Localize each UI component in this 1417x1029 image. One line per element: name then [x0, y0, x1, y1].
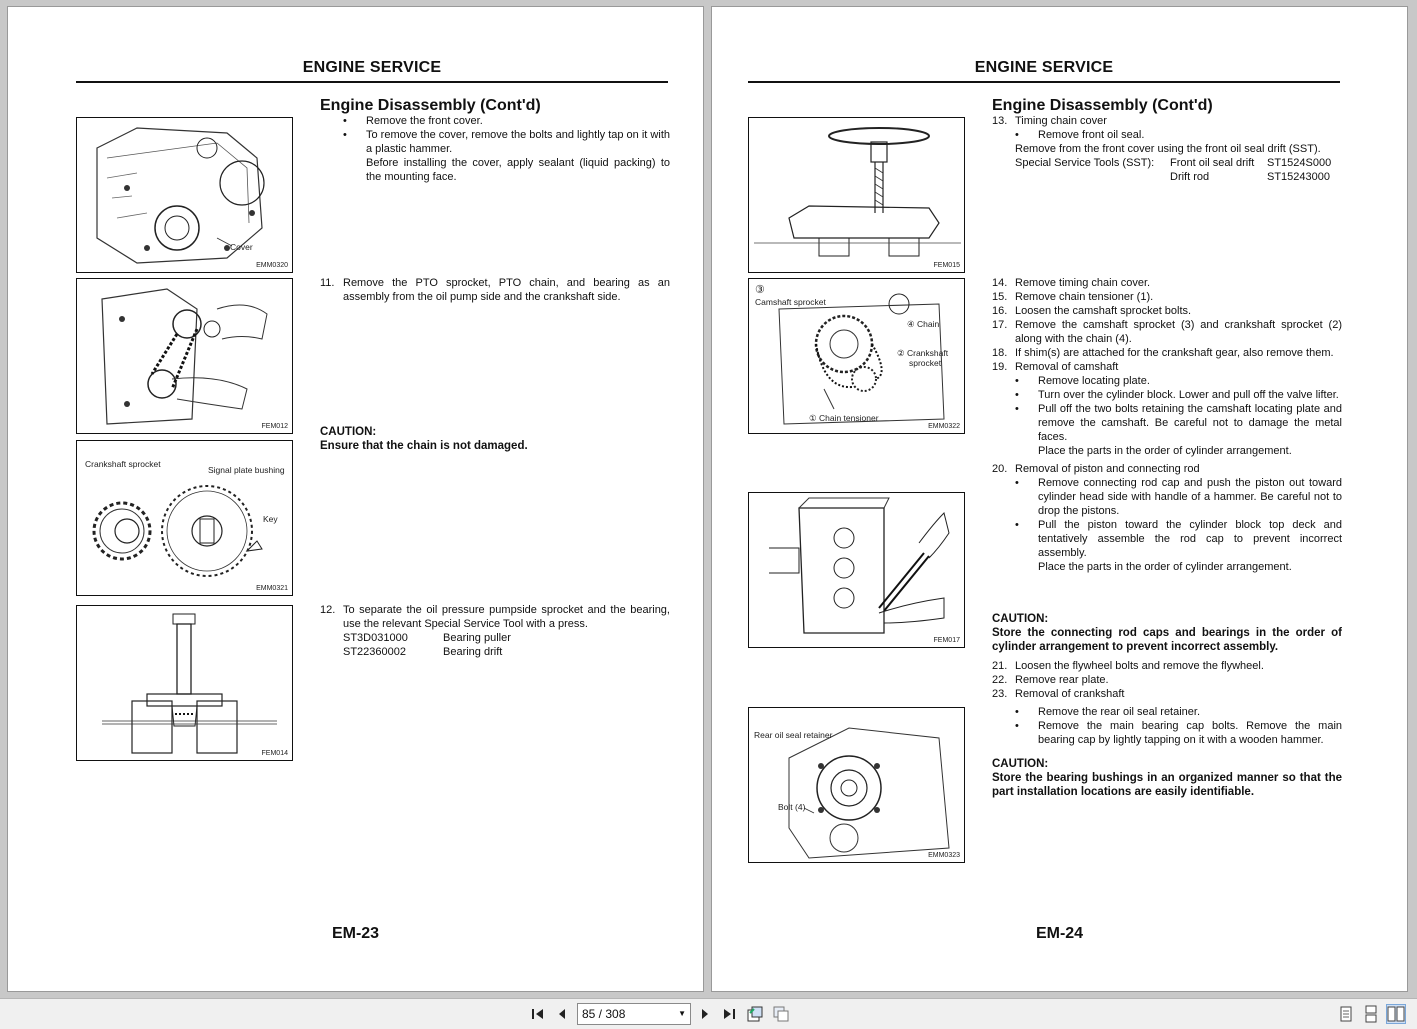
label-chain-tensioner: ① Chain tensioner: [809, 413, 879, 423]
step-19: 19. Removal of camshaft: [992, 361, 1119, 373]
bullet-item: • Pull off the two bolts retaining the camshaft locating plate and remove the camshaft. Be careful not to damage the metal faces.: [1015, 403, 1342, 443]
figure-code: FEM017: [933, 637, 960, 644]
figure-code: FEM014: [261, 750, 288, 757]
figure-bearing-press: [76, 605, 293, 761]
bullet-item: • Remove the rear oil seal retainer.: [1015, 706, 1201, 718]
step-22: 22. Remove rear plate.: [992, 674, 1109, 686]
continuous-icon[interactable]: [1361, 1004, 1381, 1024]
step-14: 14. Remove timing chain cover.: [992, 277, 1151, 289]
two-page-icon[interactable]: [1386, 1004, 1406, 1024]
figure-crankshaft-sprocket: [76, 440, 293, 596]
note-text: Before installing the cover, apply sealant (liquid packing) to the mounting face.: [366, 157, 670, 183]
single-page-icon[interactable]: [1336, 1004, 1356, 1024]
bullet-item: • Pull the piston toward the cylinder block top deck and tentatively assemble the rod cap to prevent incorrect assembly.: [1015, 519, 1342, 559]
figure-code: FEM015: [933, 262, 960, 269]
bullet-item: • Remove the front cover.: [343, 115, 483, 127]
last-page-icon[interactable]: [719, 1004, 739, 1024]
steps-21-to-23: [992, 659, 1342, 747]
step-13: 13. Timing chain cover • Remove front oil seal. Remove from the front cover using the front oil seal drift (SST). Special Service Tools (SST): Front oil seal drift ST1524S000 Drift rod ST15243000: [992, 115, 1332, 183]
label-rear-oil-seal-retainer: Rear oil seal retainer: [754, 730, 833, 740]
front-oil-seal-illustration: [749, 118, 965, 273]
figure-piston-removal: [748, 492, 965, 648]
text-block-front-cover: [320, 114, 670, 184]
figure-code: EMM0323: [928, 852, 960, 859]
label-chain: ④ Chain: [907, 319, 940, 329]
figure-pto-sprocket: [76, 278, 293, 434]
tool-row: ST3D031000 Bearing puller: [343, 632, 511, 644]
label-signal-plate-bushing: Signal plate bushing: [208, 465, 285, 475]
label-cover: Cover: [230, 242, 253, 252]
page-em-23: [7, 6, 704, 992]
tool-row: ST22360002 Bearing drift: [343, 646, 503, 658]
header-rule: [748, 81, 1340, 83]
figure-front-oil-seal: [748, 117, 965, 273]
caution-chain: CAUTION: Ensure that the chain is not damaged.: [320, 426, 528, 452]
step-21: 21. Loosen the flywheel bolts and remove the flywheel.: [992, 660, 1264, 672]
step-20: 20. Removal of piston and connecting rod: [992, 463, 1200, 475]
step-15: 15. Remove chain tensioner (1).: [992, 291, 1154, 303]
next-page-icon[interactable]: [695, 1004, 715, 1024]
header-rule: [76, 81, 668, 83]
forward-view-icon[interactable]: [771, 1004, 791, 1024]
figure-code: EMM0322: [928, 423, 960, 430]
bullet-item: • Remove connecting rod cap and push the piston out toward cylinder head side with handle of a hammer. Be careful not to drop the pistons.: [1015, 477, 1342, 517]
caution-connecting-rod: CAUTION: Store the connecting rod caps and bearings in the order of cylinder arrangement to prevent incorrect assembly.: [992, 613, 1342, 653]
page-number-field[interactable]: [577, 1003, 691, 1025]
pto-sprocket-illustration: [77, 279, 293, 434]
figure-code: EMM0321: [256, 585, 288, 592]
step-23: 23. Removal of crankshaft: [992, 688, 1125, 700]
caution-bearing-bushings: CAUTION: Store the bearing bushings in an organized manner so that the part installation locations are easily identifiable.: [992, 758, 1342, 798]
prev-page-icon[interactable]: [552, 1004, 572, 1024]
figure-front-cover: [76, 117, 293, 273]
page-header: ENGINE SERVICE: [302, 59, 442, 76]
label-3: ③: [755, 284, 765, 296]
figure-rear-oil-seal: [748, 707, 965, 863]
bullet-item: • Remove locating plate.: [1015, 375, 1150, 387]
bearing-press-illustration: [77, 606, 293, 761]
bullet-item: • Remove the main bearing cap bolts. Remove the main bearing cap by lightly tapping on it with a wooden hammer.: [1015, 720, 1342, 746]
figure-timing-chain: [748, 278, 965, 434]
step-18: 18. If shim(s) are attached for the crankshaft gear, also remove them.: [992, 347, 1334, 359]
first-page-icon[interactable]: [528, 1004, 548, 1024]
page-number: EM-24: [1035, 925, 1084, 942]
page-number: EM-23: [331, 925, 380, 942]
bullet-item: • To remove the cover, remove the bolts and lightly tap on it with a plastic hammer.: [343, 129, 670, 155]
section-title: Engine Disassembly (Cont'd): [320, 97, 541, 114]
step-17: 17. Remove the camshaft sprocket (3) and crankshaft sprocket (2) along with the chain (4).: [992, 319, 1342, 345]
figure-code: EMM0320: [256, 262, 288, 269]
front-cover-illustration: [77, 118, 293, 273]
dropdown-arrow-icon[interactable]: ▼: [678, 1009, 686, 1018]
page-em-24: [711, 6, 1408, 992]
label-sprocket: sprocket: [909, 358, 942, 368]
back-view-icon[interactable]: [745, 1004, 765, 1024]
piston-removal-illustration: [749, 493, 965, 648]
label-camshaft-sprocket: Camshaft sprocket: [755, 297, 826, 307]
step-16: 16. Loosen the camshaft sprocket bolts.: [992, 305, 1192, 317]
bullet-item: • Turn over the cylinder block. Lower and pull off the valve lifter.: [1015, 389, 1339, 401]
figure-code: FEM012: [261, 423, 288, 430]
label-bolt: Bolt (4): [778, 802, 806, 812]
step-12: 12. To separate the oil pressure pumpside sprocket and the bearing, use the relevant Special Service Tool with a press. ST3D031000 Bearing puller ST22360002 Bearing drift: [320, 604, 670, 658]
label-key: Key: [263, 514, 278, 524]
label-crankshaft-sprocket: Crankshaft sprocket: [85, 459, 161, 469]
section-title: Engine Disassembly (Cont'd): [992, 97, 1213, 114]
step-11: 11. Remove the PTO sprocket, PTO chain, and bearing as an assembly from the oil pump side and the crankshaft side.: [320, 277, 670, 303]
steps-14-to-20: 14. Remove timing chain cover. 15. Remove chain tensioner (1). 16. Loosen the camshaft sprocket bolts. 17. Remove the camshaft sprocket (3) and crankshaft sprocket (2) along with the chain (4). 18. If shim(s) are attached for the crankshaft gear, also remove them. 19. Removal of camshaft • Remove locating plate. • Turn over the cylinder block. Lower and pull off the valve lifter. • Pull off the two bolts retaining the camshaft locating plate and remove the camshaft. Be careful not to damage the metal faces. Place the parts in the order of cylinder arrangement. 20. Removal of piston and connecting rod • Remove connecting rod cap and push the piston out toward cylinder head side with handle of a hammer. Be careful not to drop the pistons. • Pull the piston toward the cylinder block top deck and tentatively assemble the rod cap to prevent incorrect assembly. Place the parts in the order of cylinder arrangement.: [992, 277, 1342, 573]
viewer-toolbar: [0, 998, 1417, 1029]
page-display: 85 / 308: [582, 1007, 626, 1021]
page-header: ENGINE SERVICE: [974, 59, 1114, 76]
label-crankshaft: ② Crankshaft: [897, 348, 949, 358]
